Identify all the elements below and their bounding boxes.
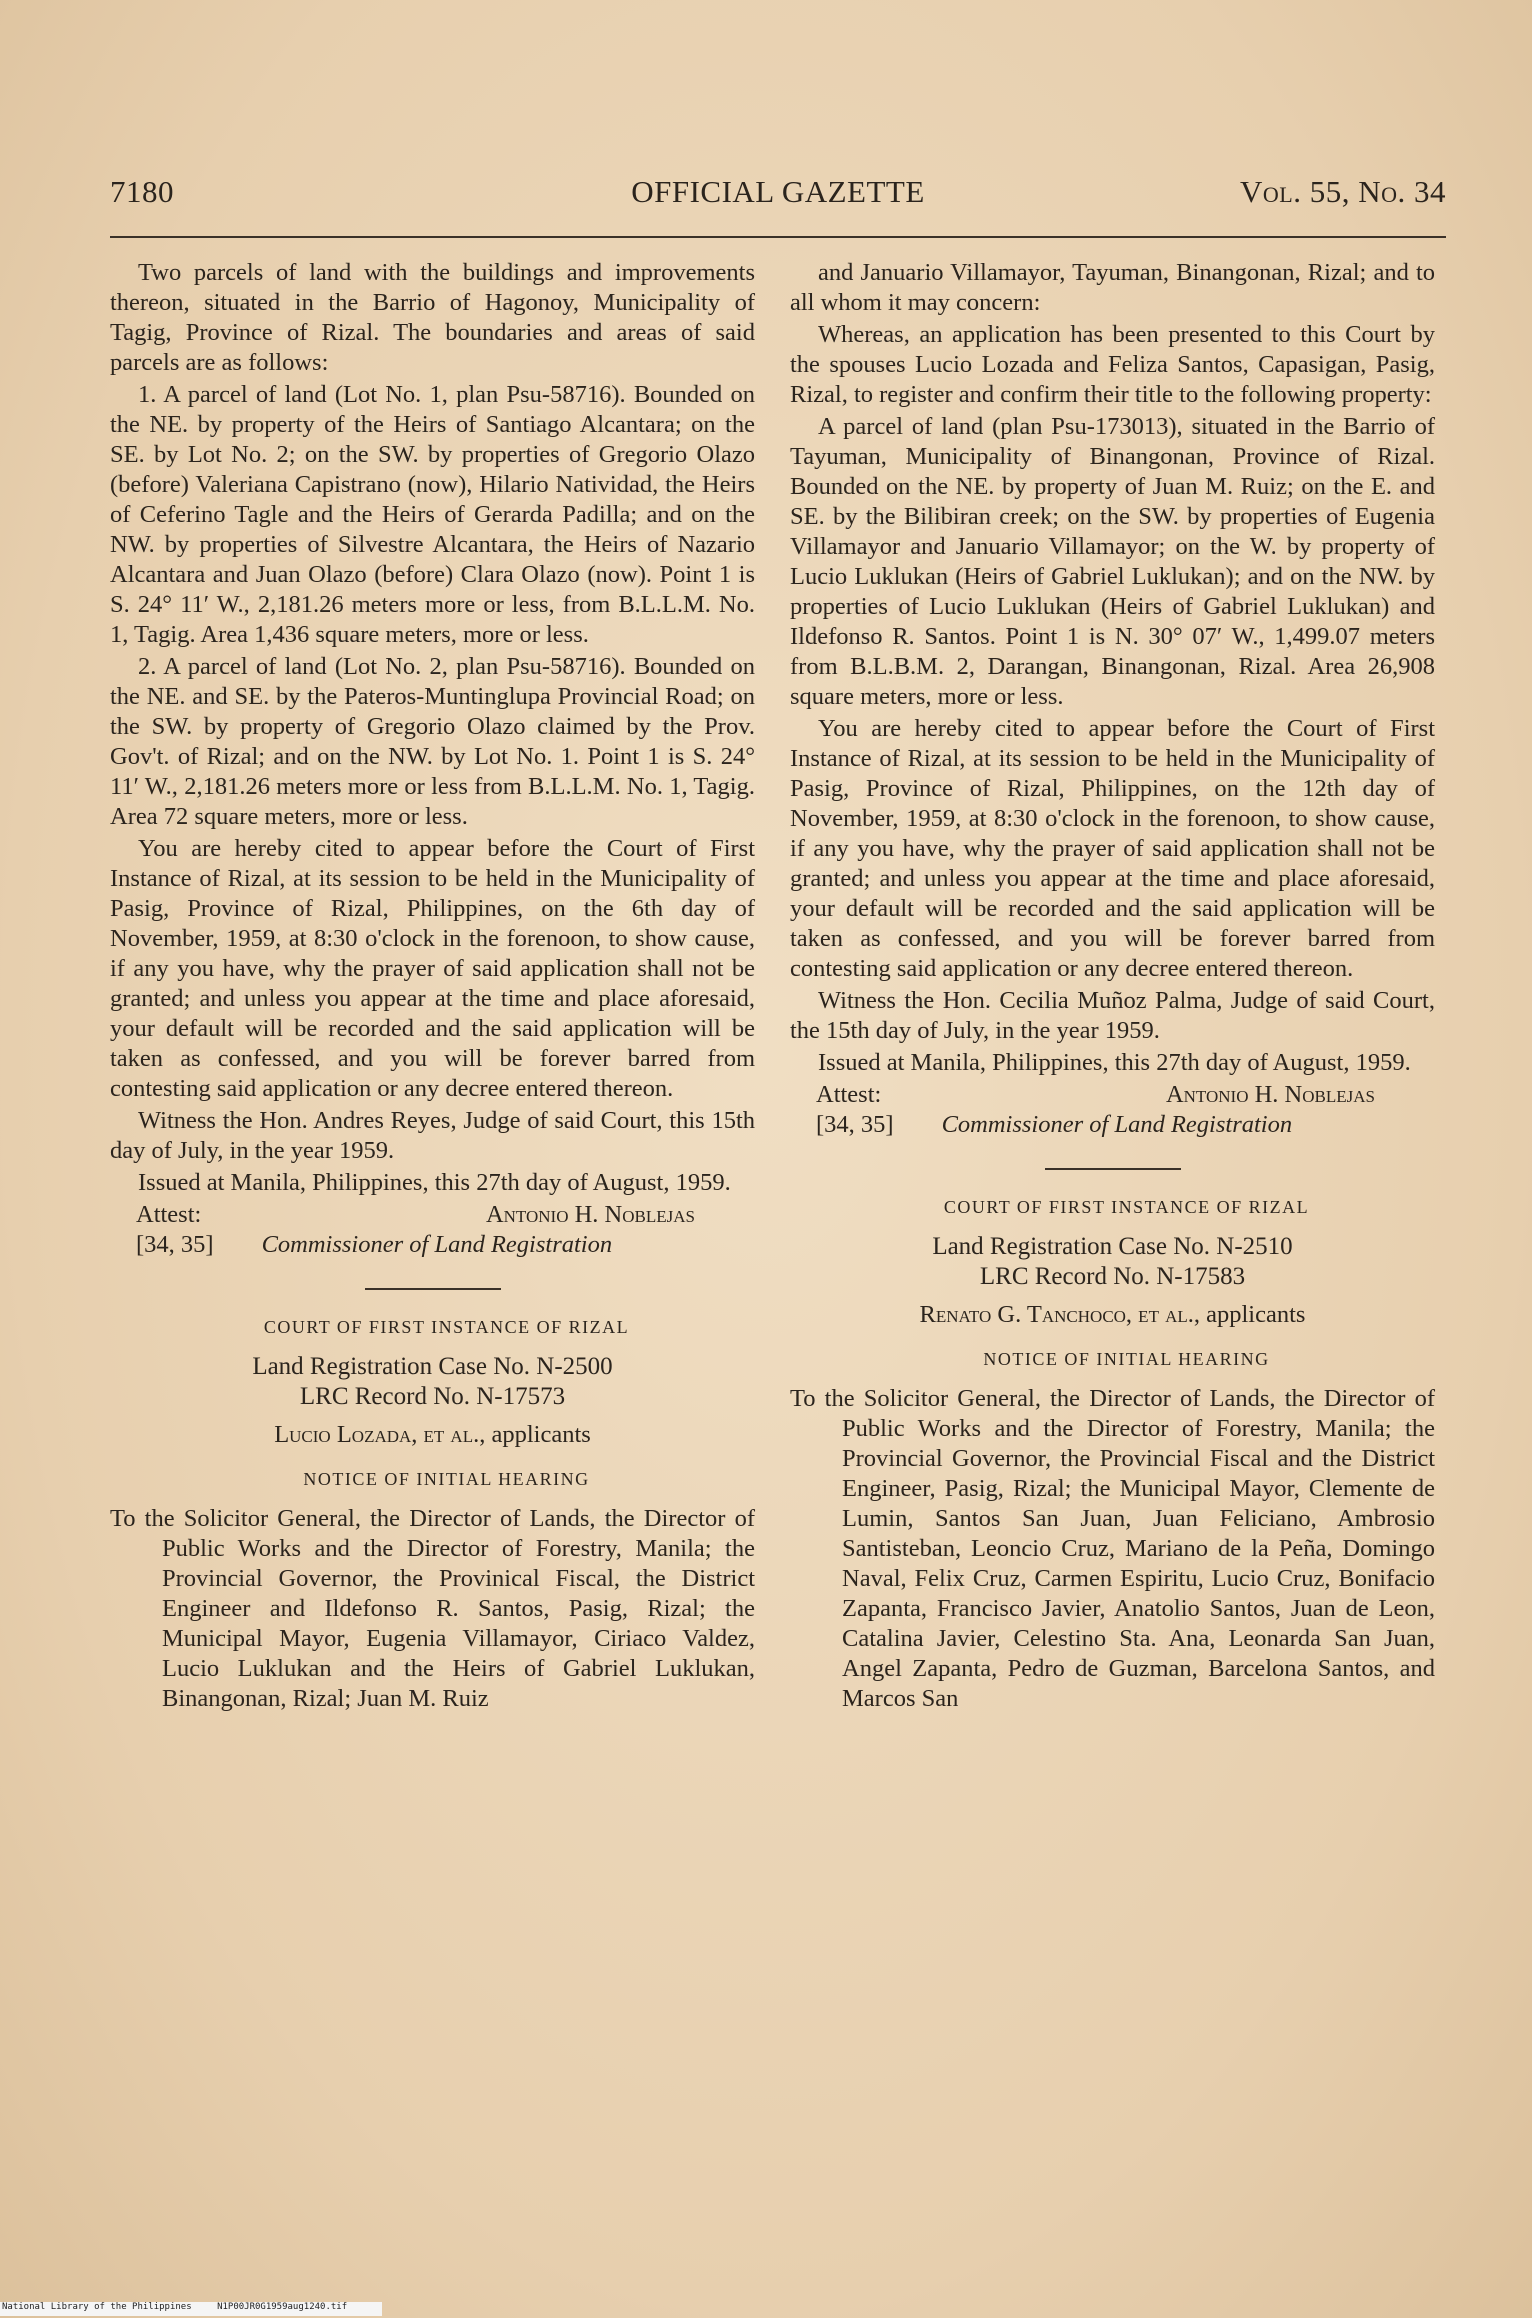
applicant-name: Lucio Lozada, et al., [274, 1421, 486, 1448]
right-column [790, 258, 1435, 1716]
applicant-suffix: applicants [1206, 1301, 1306, 1328]
attest-label: Attest: [816, 1081, 882, 1108]
attest-title: Commissioner of Land Registration [941, 1111, 1293, 1138]
attest-line [110, 1200, 755, 1230]
attest-title: Commissioner of Land Registration [261, 1231, 613, 1258]
citation-paragraph: You are hereby cited to appear before the Court of First Instance of Rizal, at its session to be held in the Municipality of Pasig, Province of Rizal, Philippines, on the 6th day of November, 1959, at 8:30 o'clock in the forenoon, to show cause, if any you have, why the prayer of said application shall not be granted; and unless you appear at the time and place aforesaid, your default will be recorded and the said application will be taken as confessed, and you will be forever barred from contesting said application or any decree entered thereon. [110, 835, 755, 1102]
case-number: Land Registration Case No. N-2510 [932, 1233, 1293, 1260]
intro-paragraph: Two parcels of land with the buildings and improvements thereon, situated in the Barrio of Hagonoy, Municipality of Tagig, Province of Rizal. The boundaries and areas of said parcels are as follows: [110, 259, 755, 376]
addressees-paragraph: To the Solicitor General, the Director of Lands, the Director of Public Works and the Director of Forestry, Manila; the Provincial Governor, the Provinical Fiscal, the District Engineer and Ildefonso R. Santos, Pasig, Rizal; the Municipal Mayor, Eugenia Villamayor, Ciriaco Valdez, Lucio Luklukan and the Heirs of Gabriel Luklukan, Binangonan, Rizal; Juan M. Ruiz [110, 1505, 755, 1712]
issued-paragraph: Issued at Manila, Philippines, this 27th day of August, 1959. [138, 1169, 731, 1196]
publication-title: OFFICIAL GAZETTE [631, 174, 925, 209]
court-heading: COURT OF FIRST INSTANCE OF RIZAL [263, 1317, 630, 1337]
case-block [110, 1352, 755, 1412]
notice-heading: NOTICE OF INITIAL HEARING [303, 1469, 590, 1489]
scan-footer [0, 2302, 382, 2316]
court-heading: COURT OF FIRST INSTANCE OF RIZAL [943, 1197, 1310, 1217]
volume-number: Vol. 55, No. 34 [1240, 174, 1446, 209]
witness-paragraph: Witness the Hon. Andres Reyes, Judge of said Court, this 15th day of July, in the year 1959. [110, 1107, 755, 1164]
parcel-2-paragraph: 2. A parcel of land (Lot No. 2, plan Psu-58716). Bounded on the NE. and SE. by the Pateros-Muntinglupa Provincial Road; on the SW. by property of Gregorio Olazo claimed by the Prov. Gov't. of Rizal; and on the NW. by Lot No. 1. Point 1 is S. 24° 11′ W., 2,181.26 meters more or less from B.L.L.M. No. 1, Tagig. Area 72 square meters, more or less. [110, 653, 755, 830]
applicants-line [790, 1300, 1435, 1330]
applicant-name: Renato G. Tanchoco, et al., [919, 1301, 1200, 1328]
section-separator [1045, 1168, 1181, 1170]
library-credit: National Library of the Philippines [2, 2302, 192, 2312]
citation-paragraph: You are hereby cited to appear before the Court of First Instance of Rizal, at its session to be held in the Municipality of Pasig, Province of Rizal, Philippines, on the 12th day of November, 1959, at 8:30 o'clock in the forenoon, to show cause, if any you have, why the prayer of said application shall not be granted; and unless you appear at the time and place aforesaid, your default will be recorded and the said application will be taken as confessed, and you will be forever barred from contesting said application or any decree entered thereon. [790, 715, 1435, 982]
addressees-paragraph: To the Solicitor General, the Director of Lands, the Director of Public Works and the Director of Forestry, Manila; the Provincial Governor, the Provincial Fiscal and the District Engineer, Pasig, Rizal; the Municipal Mayor, Clemente de Lumin, Santos San Juan, Juan Feliciano, Ambrosio Santisteban, Leoncio Cruz, Mariano de la Peña, Domingo Naval, Felix Cruz, Carmen Espiritu, Lucio Cruz, Bonifacio Zapanta, Francisco Javier, Anatolio Santos, Juan de Leon, Catalina Javier, Celestino Sta. Ana, Leonarda San Juan, Angel Zapanta, Pedro de Guzman, Barcelona Santos, and Marcos San [790, 1385, 1435, 1712]
left-column [110, 258, 755, 1716]
notice-heading: NOTICE OF INITIAL HEARING [983, 1349, 1270, 1369]
header-rule [110, 236, 1446, 238]
attest-line [790, 1080, 1435, 1110]
page-number: 7180 [110, 174, 174, 209]
reference-number: [34, 35] [136, 1231, 214, 1258]
attest-name: Antonio H. Noblejas [1165, 1081, 1375, 1108]
case-block [790, 1232, 1435, 1292]
parcel-1-paragraph: 1. A parcel of land (Lot No. 1, plan Psu-58716). Bounded on the NE. by property of the Heirs of Santiago Alcantara; on the SE. by Lot No. 2; on the SW. by properties of Gregorio Olazo (before) Valeriana Capistrano (now), Hilario Natividad, the Heirs of Ceferino Tagle and the Heirs of Gerarda Padilla; and on the NW. by properties of Silvestre Alcantara, the Heirs of Nazario Alcantara and Juan Olazo (before) Clara Olazo (now). Point 1 is S. 24° 11′ W., 2,181.26 meters more or less, from B.L.L.M. No. 1, Tagig. Area 1,436 square meters, more or less. [110, 381, 755, 648]
whereas-paragraph: Whereas, an application has been presented to this Court by the spouses Lucio Lozada and Feliza Santos, Capasigan, Pasig, Rizal, to register and confirm their title to the following property: [790, 321, 1435, 408]
attest-label: Attest: [136, 1201, 202, 1228]
attest-title-line [110, 1230, 755, 1260]
issued-paragraph: Issued at Manila, Philippines, this 27th day of August, 1959. [818, 1049, 1411, 1076]
scan-filename: N1P00JR0G1959aug1240.tif [217, 2302, 348, 2312]
attest-title-line [790, 1110, 1435, 1140]
page-header [110, 174, 1446, 218]
witness-paragraph: Witness the Hon. Cecilia Muñoz Palma, Judge of said Court, the 15th day of July, in the year 1959. [790, 987, 1435, 1044]
parcel-paragraph: A parcel of land (plan Psu-173013), situated in the Barrio of Tayuman, Municipality of Binangonan, Province of Rizal. Bounded on the NE. by property of Juan M. Ruiz; on the E. and SE. by the Bilibiran creek; on the SW. by properties of Eugenia Villamayor and Januario Villamayor; on the W. by property of Lucio Luklukan (Heirs of Gabriel Luklukan); and on the NW. by properties of Lucio Luklukan (Heirs of Gabriel Luklukan) and Ildefonso R. Santos. Point 1 is N. 30° 07′ W., 1,499.07 meters from B.L.B.M. 2, Darangan, Binangonan, Rizal. Area 26,908 square meters, more or less. [790, 413, 1435, 710]
addressees-continued: and Januario Villamayor, Tayuman, Binangonan, Rizal; and to all whom it may concern: [790, 259, 1435, 316]
section-separator [365, 1288, 501, 1290]
case-number: Land Registration Case No. N-2500 [252, 1353, 613, 1380]
applicants-line [110, 1420, 755, 1450]
reference-number: [34, 35] [816, 1111, 894, 1138]
lrc-record: LRC Record No. N-17583 [979, 1263, 1246, 1290]
lrc-record: LRC Record No. N-17573 [299, 1383, 566, 1410]
attest-name: Antonio H. Noblejas [485, 1201, 695, 1228]
applicant-suffix: applicants [491, 1421, 591, 1448]
